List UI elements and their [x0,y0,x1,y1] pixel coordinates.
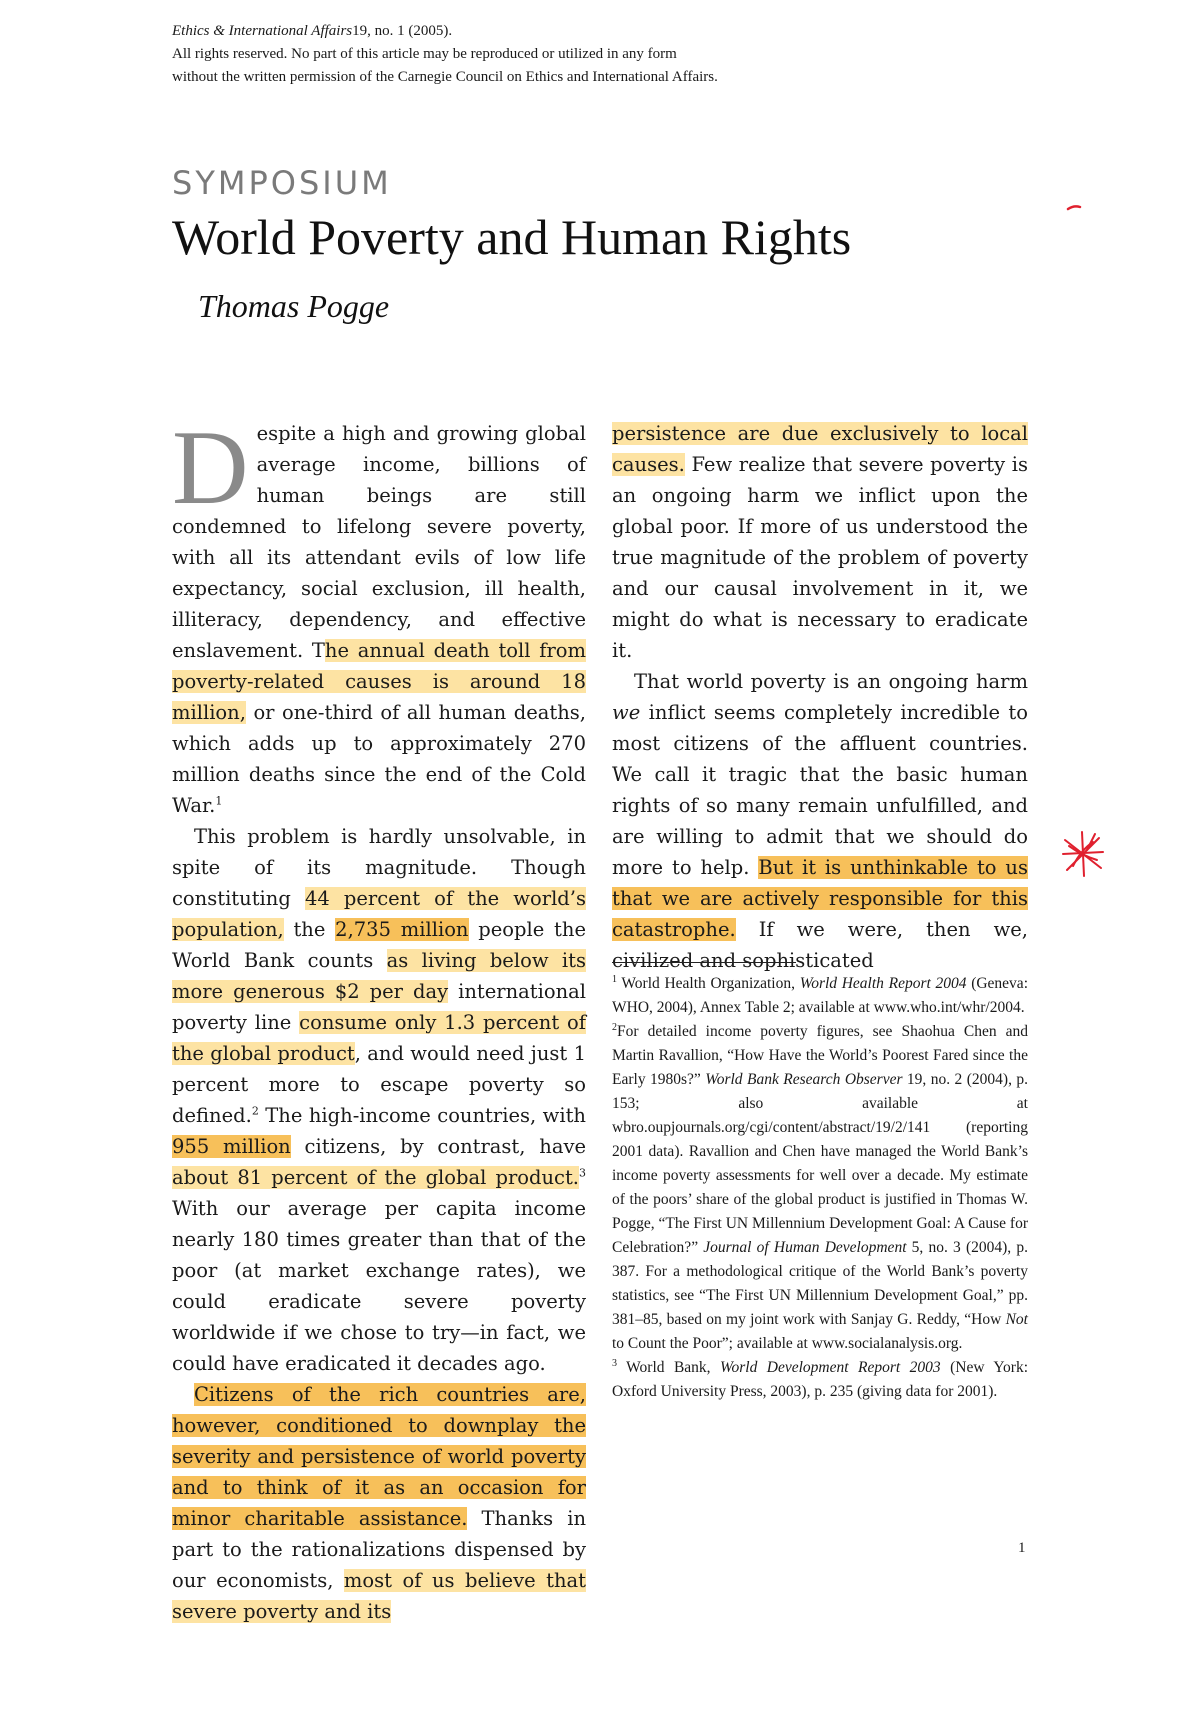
footnote-ref-1[interactable]: 1 [215,794,223,808]
text: 5, no. 3 (2004), p. 387. For a methodological critique of the World Bank’s poverty statistics, see “The First UN Millennium Development Goal,” pp. 381–85, based on my joint work with Sanjay G. Reddy, “How [612,1239,1028,1328]
citation-title: World Bank Research Observer [705,1071,903,1088]
footnote-number: 1 [612,973,617,985]
page-number: 1 [1018,1540,1026,1556]
footnote-1 [612,972,1028,1020]
text: Thanks in part to the rationalizations dispensed by our economists, [172,1507,586,1592]
highlight: consume only 1.3 percent of the global product [172,1011,586,1065]
text: If we were, then we, civilized and sophisticated [612,918,1028,972]
text: (New York: Oxford University Press, 2003), p. 235 (giving data for 2001). [612,1359,1028,1400]
footnotes [612,972,1028,1404]
text: or one-third of all human deaths, which adds up to approximately 270 million deaths since the end of the Cold War. [172,701,586,817]
paragraph-1 [172,409,587,821]
footnote-divider [612,962,796,963]
highlight-strong: But it is unthinkable to us that we are actively responsible for this catastrophe. [612,856,1029,941]
text: international poverty line [172,980,586,1034]
footnote-3 [612,1356,1028,1404]
section-label: SYMPOSIUM [172,164,392,202]
highlight: most of us believe that severe poverty and its [172,1569,587,1623]
highlight-strong: 2,735 million [335,918,469,941]
rights-line-2: without the written permission of the Carnegie Council on Ethics and International Affairs. [172,69,718,85]
citation-title: World Health Report 2004 [799,975,967,992]
article-title: World Poverty and Human Rights [172,209,852,265]
left-column [172,409,587,1627]
citation-title: Journal of Human Development [703,1239,907,1256]
paragraph-5 [612,666,1028,976]
text: With our average per capita income nearly 180 times greater than that of the poor (at market exchange rates), we could eradicate severe poverty worldwide if we chose to try—in fact, we could have eradicated it decades ago. [172,1197,586,1375]
paragraph-4 [612,418,1028,666]
rights-line-1: All rights reserved. No part of this article may be reproduced or utilized in any form [172,46,677,62]
text: espite a high and growing global average income, billions of human beings are still condemned to lifelong severe poverty, with all its attendant evils of low life expectancy, social exclusion, ill health, illiteracy, dependency, and effective enslavement. T [172,422,586,662]
journal-issue: 19, no. 1 (2005). [352,23,453,39]
pen-dash-icon [1066,204,1082,212]
citation-title: World Development Report 2003 [720,1359,941,1376]
emphasis: we [612,701,641,724]
text: (Geneva: WHO, 2004), Annex Table 2; available at www.who.int/whr/2004. [612,975,1028,1016]
highlight-strong: 955 million [172,1135,291,1158]
text: The high-income countries, with [258,1104,586,1127]
right-column [612,418,1028,976]
text: World Health Organization, [617,975,800,992]
citation-line [172,20,932,43]
text: to Count the Poor”; available at www.socialanalysis.org. [612,1335,963,1352]
pen-asterisk-icon [1055,826,1111,882]
drop-cap: D [172,409,249,526]
text: inflict seems completely incredible to most citizens of the affluent countries. We call it tragic that the basic human rights of so many remain unfulfilled, and are willing to admit that we should do more to help. [612,701,1028,879]
text: 19, no. 2 (2004), p. 153; also available at wbro.oupjournals.org/cgi/content/abstract/19/2/141 (reporting 2001 data). Ravallion and Chen have managed the World Bank’s income poverty assessments for well over a decade. My estimate of the poors’ share of the global product is justified in Thomas W. Pogge, “The First UN Millennium Development Goal: A Cause for Celebration?” [612,1071,1029,1256]
highlight: he annual death toll from poverty-related causes is around 18 million, [172,639,587,724]
text: citizens, by contrast, have [290,1135,587,1158]
highlight: about 81 percent of the global product. [172,1166,579,1189]
paragraph-2 [172,821,586,1379]
text: That world poverty is an ongoing harm [634,670,1028,693]
text: , and would need just 1 percent more to escape poverty so defined. [172,1042,587,1127]
footnote-2 [612,1020,1028,1356]
emphasis: Not [1005,1311,1028,1328]
journal-name: Ethics & International Affairs [172,23,353,39]
text: people the World Bank counts [172,918,586,972]
text: For detailed income poverty figures, see Shaohua Chen and Martin Ravallion, “How Have the World’s Poorest Fared since the Early 1980s?” [612,1023,1028,1088]
paragraph-3 [172,1379,586,1627]
text: This problem is hardly unsolvable, in spite of its magnitude. Though constituting [172,825,586,910]
highlight: 44 percent of the world’s population, [172,887,586,941]
journal-meta [172,20,932,89]
text: World Bank, [617,1359,721,1376]
highlight: as living below its more generous $2 per day [172,949,586,1003]
highlight: persistence are due exclusively to local causes. [612,422,1028,476]
highlight-strong: Citizens of the rich countries are, however, conditioned to downplay the severity and persistence of world poverty and to think of it as an occasion for minor charitable assistance. [172,1383,586,1530]
footnote-ref-3[interactable]: 3 [579,1166,586,1180]
footnote-ref-2[interactable]: 2 [251,1104,259,1118]
footnote-number: 2 [612,1021,617,1033]
text: the [283,918,336,941]
text: Few realize that severe poverty is an ongoing harm we inflict upon the global poor. If more of us understood the true magnitude of the problem of poverty and our causal involvement in it, we might do what is necessary to eradicate it. [612,453,1028,662]
article-author: Thomas Pogge [198,288,390,324]
footnote-number: 3 [612,1357,617,1369]
